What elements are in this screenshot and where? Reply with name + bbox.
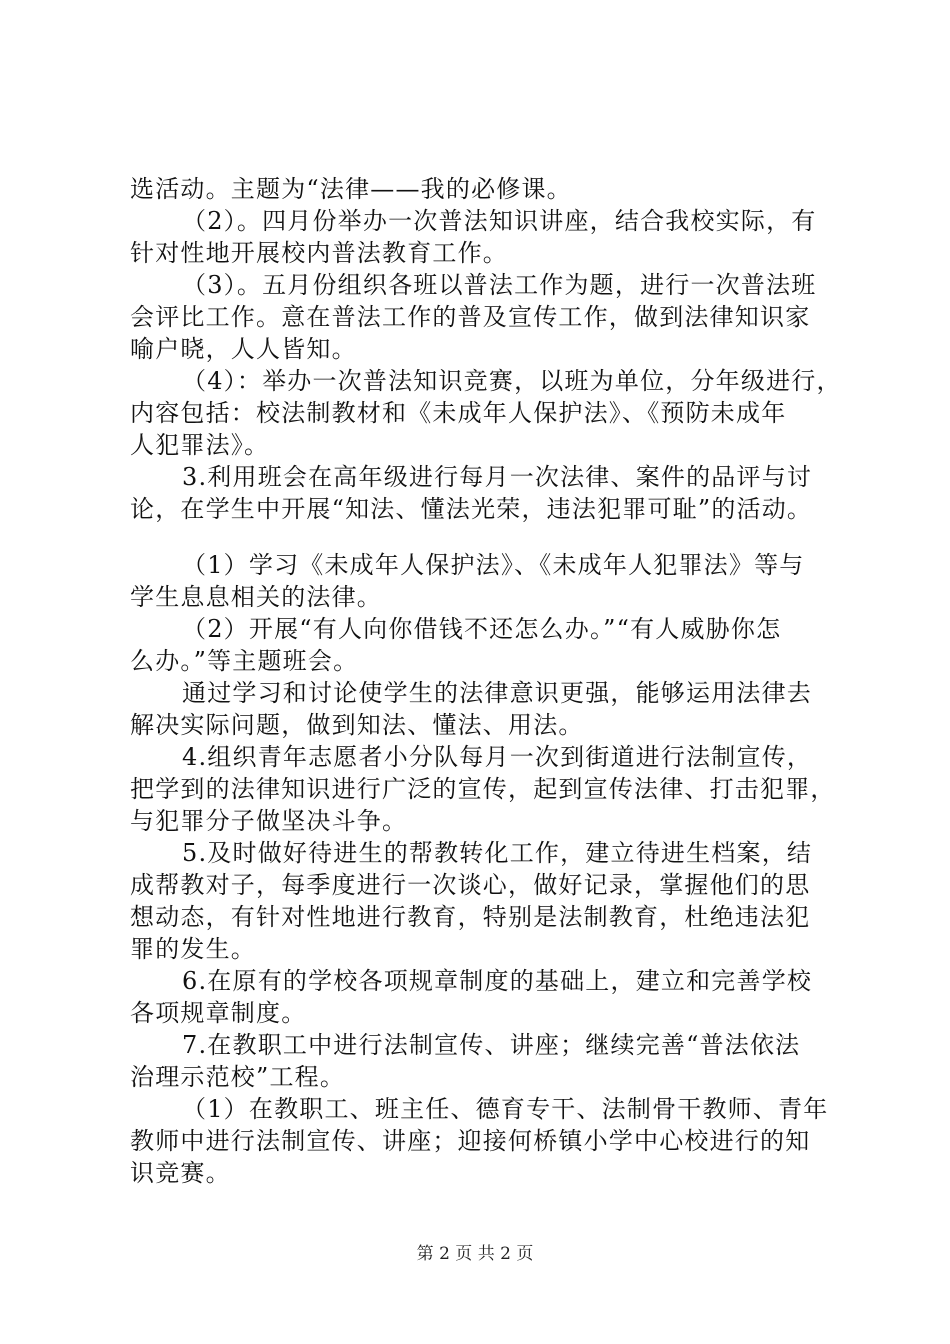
text-line: 论，在学生中开展“知法、懂法光荣，违法犯罪可耻”的活动。 — [130, 495, 813, 523]
text-line: 各项规章制度。 — [130, 999, 307, 1027]
text-line: 学生息息相关的法律。 — [130, 583, 382, 611]
paragraph-gap — [130, 525, 850, 549]
text-line: （4）：举办一次普法知识竞赛，以班为单位，分年级进行， — [182, 367, 842, 395]
text-line: 把学到的法律知识进行广泛的宣传，起到宣传法律、打击犯罪， — [130, 775, 836, 803]
text-line: 人犯罪法》。 — [130, 431, 270, 459]
text-line: 3.利用班会在高年级进行每月一次法律、案件的品评与讨 — [182, 463, 813, 491]
text-line: 治理示范校”工程。 — [130, 1063, 346, 1091]
text-line: 选活动。主题为“法律——我的必修课。 — [130, 175, 572, 203]
text-line: 想动态，有针对性地进行教育，特别是法制教育，杜绝违法犯 — [130, 903, 811, 931]
text-line: 教师中进行法制宣传、讲座；迎接何桥镇小学中心校进行的知 — [130, 1127, 811, 1155]
text-line: 成帮教对子，每季度进行一次谈心，做好记录，掌握他们的思 — [130, 871, 811, 899]
text-line: 罪的发生。 — [130, 935, 256, 963]
text-line: 4.组织青年志愿者小分队每月一次到街道进行法制宣传， — [182, 743, 813, 771]
text-line: 识竞赛。 — [130, 1159, 231, 1187]
text-line: 7.在教职工中进行法制宣传、讲座；继续完善“普法依法 — [182, 1031, 801, 1059]
text-line: 解决实际问题，做到知法、懂法、用法。 — [130, 711, 584, 739]
text-line: 与犯罪分子做坚决斗争。 — [130, 807, 408, 835]
text-line: （1）学习《未成年人保护法》、《未成年人犯罪法》等与 — [182, 551, 805, 579]
page-footer: 第 2 页 共 2 页 — [416, 1244, 534, 1264]
text-line: 喻户晓，人人皆知。 — [130, 335, 357, 363]
text-line: 5.及时做好待进生的帮教转化工作，建立待进生档案，结 — [182, 839, 813, 867]
text-line: 么办。”等主题班会。 — [130, 647, 359, 675]
text-line: （2）开展“有人向你借钱不还怎么办。”“有人威胁你怎 — [182, 615, 782, 643]
document-body — [130, 173, 850, 1189]
text-line: 6.在原有的学校各项规章制度的基础上，建立和完善学校 — [182, 967, 813, 995]
text-line: 通过学习和讨论使学生的法律意识更强，能够运用法律去 — [182, 679, 812, 707]
text-line: （3）。五月份组织各班以普法工作为题，进行一次普法班 — [182, 271, 817, 299]
text-line: 会评比工作。意在普法工作的普及宣传工作，做到法律知识家 — [130, 303, 811, 331]
text-line: 针对性地开展校内普法教育工作。 — [130, 239, 508, 267]
text-line: 内容包括：校法制教材和《未成年人保护法》、《预防未成年 — [130, 399, 787, 427]
text-line: （2）。四月份举办一次普法知识讲座，结合我校实际，有 — [182, 207, 817, 235]
text-line: （1）在教职工、班主任、德育专干、法制骨干教师、青年 — [182, 1095, 829, 1123]
